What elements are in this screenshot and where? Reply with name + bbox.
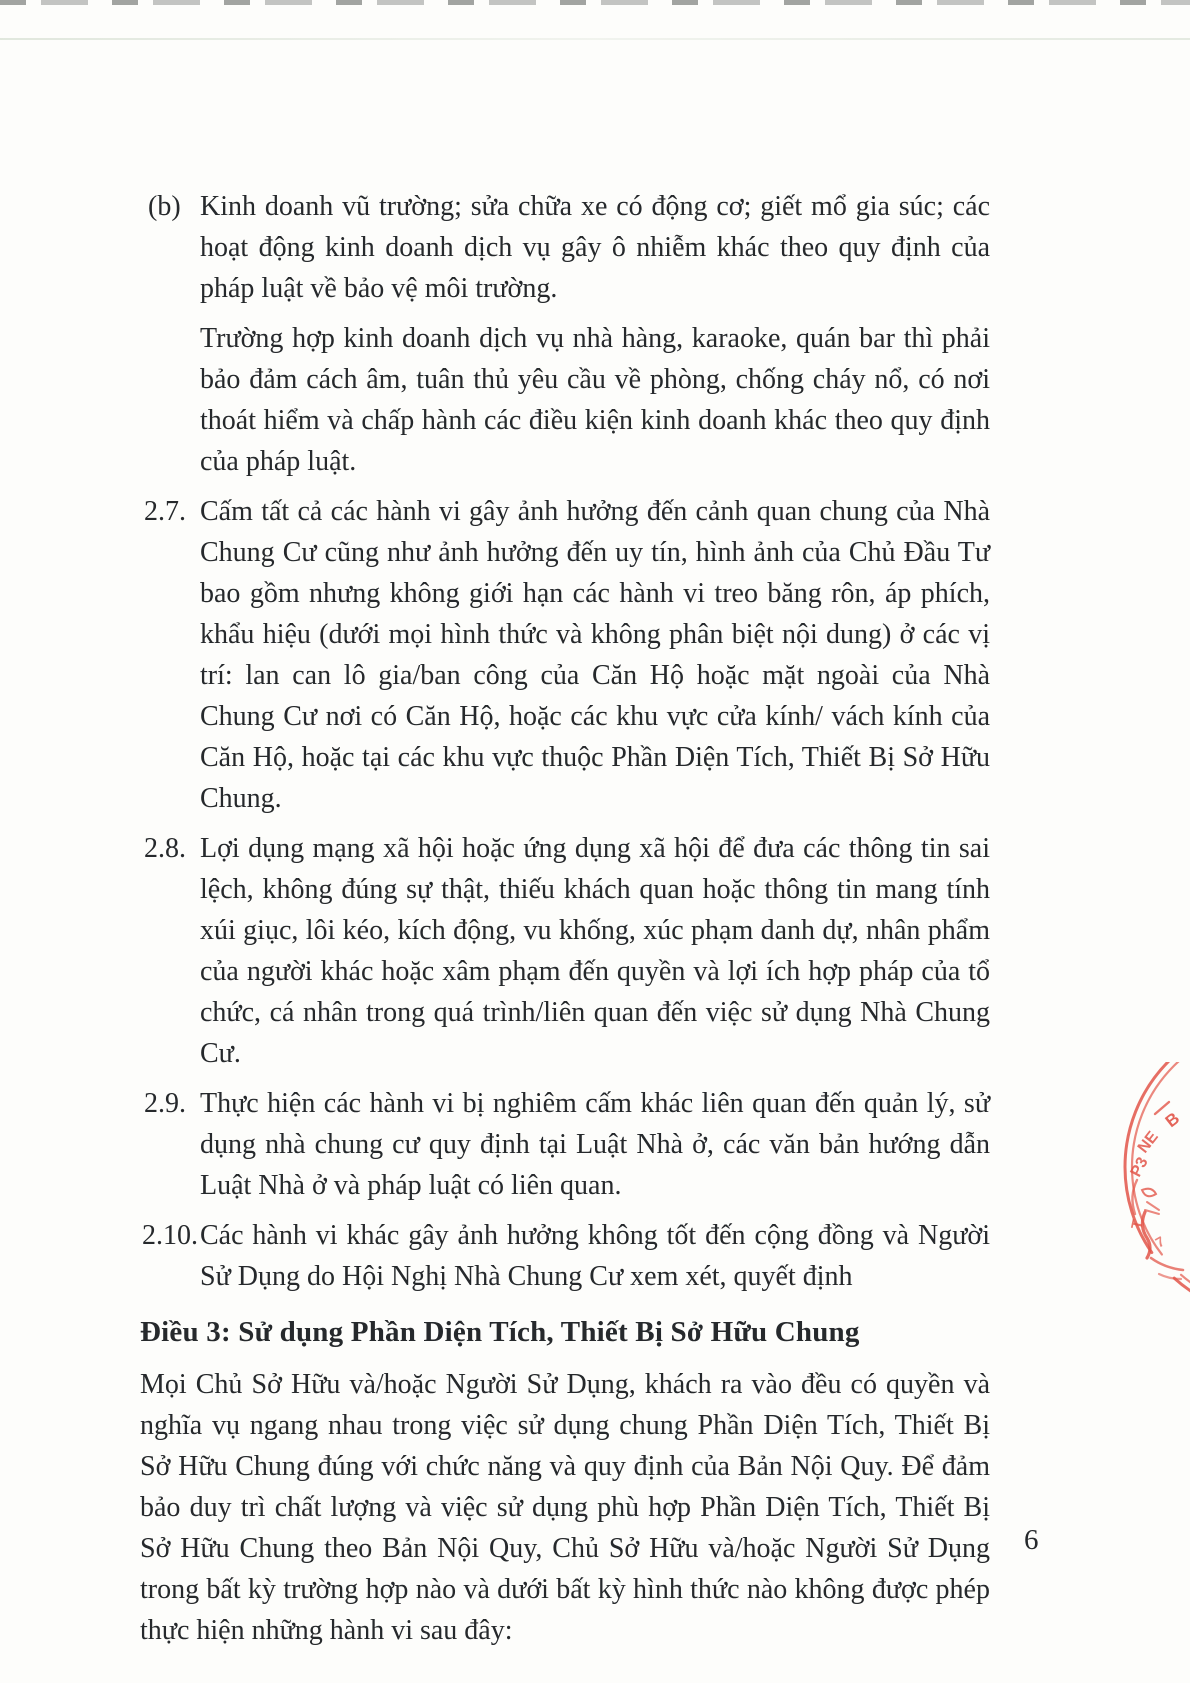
item-label: 2.7. [144,496,186,527]
body-paragraph: Mọi Chủ Sở Hữu và/hoặc Người Sử Dụng, khách ra vào đều có quyền và nghĩa vụ ngang nhau trong việc sử dụng chung Phần Diện Tích, Thiết Bị Sở Hữu Chung đúng với chức năng và quy định của Bản Nội Quy. Để đảm bảo duy trì chất lượng và việc sử dụng phù hợp Phần Diện Tích, Thiết Bị Sở Hữu Chung theo Bản Nội Quy, Chủ Sở Hữu và/hoặc Người Sử Dụng trong bất kỳ trường hợp nào và dưới bất kỳ hình thức nào không được phép thực hiện những hành vi sau đây: [140,1369,990,1646]
list-item-2-8 [140,828,990,1074]
item-paragraph: Kinh doanh vũ trường; sửa chữa xe có động cơ; giết mổ gia súc; các hoạt động kinh doanh dịch vụ gây ô nhiễm khác theo quy định của pháp luật về bảo vệ môi trường. [200,191,990,304]
scan-artifact-top-edge [0,0,1190,5]
item-label: 2.9. [144,1088,186,1119]
item-paragraph: Trường hợp kinh doanh dịch vụ nhà hàng, karaoke, quán bar thì phải bảo đảm cách âm, tuân thủ yêu cầu về phòng, chống cháy nổ, có nơi thoát hiểm và chấp hành các điều kiện kinh doanh khác theo quy định của pháp luật. [200,323,990,477]
list-item-b [140,186,990,482]
item-label: (b) [148,191,181,222]
item-label: 2.10. [142,1220,198,1251]
page-number: 6 [1024,1524,1039,1556]
item-paragraph: Các hành vi khác gây ảnh hưởng không tốt đến cộng đồng và Người Sử Dụng do Hội Nghị Nhà Chung Cư xem xét, quyết định [200,1220,990,1292]
section-heading: Điều 3: Sử dụng Phần Diện Tích, Thiết Bị Sở Hữu Chung [140,1316,860,1348]
item-label: 2.8. [144,833,186,864]
item-paragraph: Lợi dụng mạng xã hội hoặc ứng dụng xã hội để đưa các thông tin sai lệch, không đúng sự thật, thiếu khách quan hoặc thông tin mang tính xúi giục, lôi kéo, kích động, vu khống, xúc phạm danh dự, nhân phẩm của người khác hoặc xâm phạm đến quyền và lợi ích hợp pháp của tổ chức, cá nhân trong quá trình/liên quan đến việc sử dụng Nhà Chung Cư. [200,833,990,1069]
list-item-2-10 [140,1215,990,1297]
svg-text:T: T [1128,1218,1147,1231]
svg-text:B: B [1161,1108,1184,1132]
stamp-seal-partial [1085,1062,1190,1297]
item-paragraph: Thực hiện các hành vi bị nghiêm cấm khác liên quan đến quản lý, sử dụng nhà chung cư quy định tại Luật Nhà ở, các văn bản hướng dẫn Luật Nhà ở và pháp luật có liên quan. [200,1088,990,1201]
svg-text:P3: P3 [1127,1154,1152,1180]
svg-text:7: 7 [1152,1232,1168,1251]
list-item-2-7 [140,491,990,819]
item-paragraph: Cấm tất cả các hành vi gây ảnh hưởng đến cảnh quan chung của Nhà Chung Cư cũng như ảnh hưởng đến uy tín, hình ảnh của Chủ Đầu Tư bao gồm nhưng không giới hạn các hành vi treo băng rôn, áp phích, khẩu hiệu (dưới mọi hình thức và không phân biệt nội dung) ở các vị trí: lan can lô gia/ban công của Căn Hộ hoặc mặt ngoài của Nhà Chung Cư nơi có Căn Hộ, hoặc các khu vực cửa kính/ vách kính của Căn Hộ, hoặc tại các khu vực thuộc Phần Diện Tích, Thiết Bị Sở Hữu Chung. [200,496,990,814]
list-item-2-9 [140,1083,990,1206]
scan-artifact-faint-line [0,38,1190,40]
document-body [140,186,990,1651]
svg-text:NE: NE [1134,1128,1162,1157]
